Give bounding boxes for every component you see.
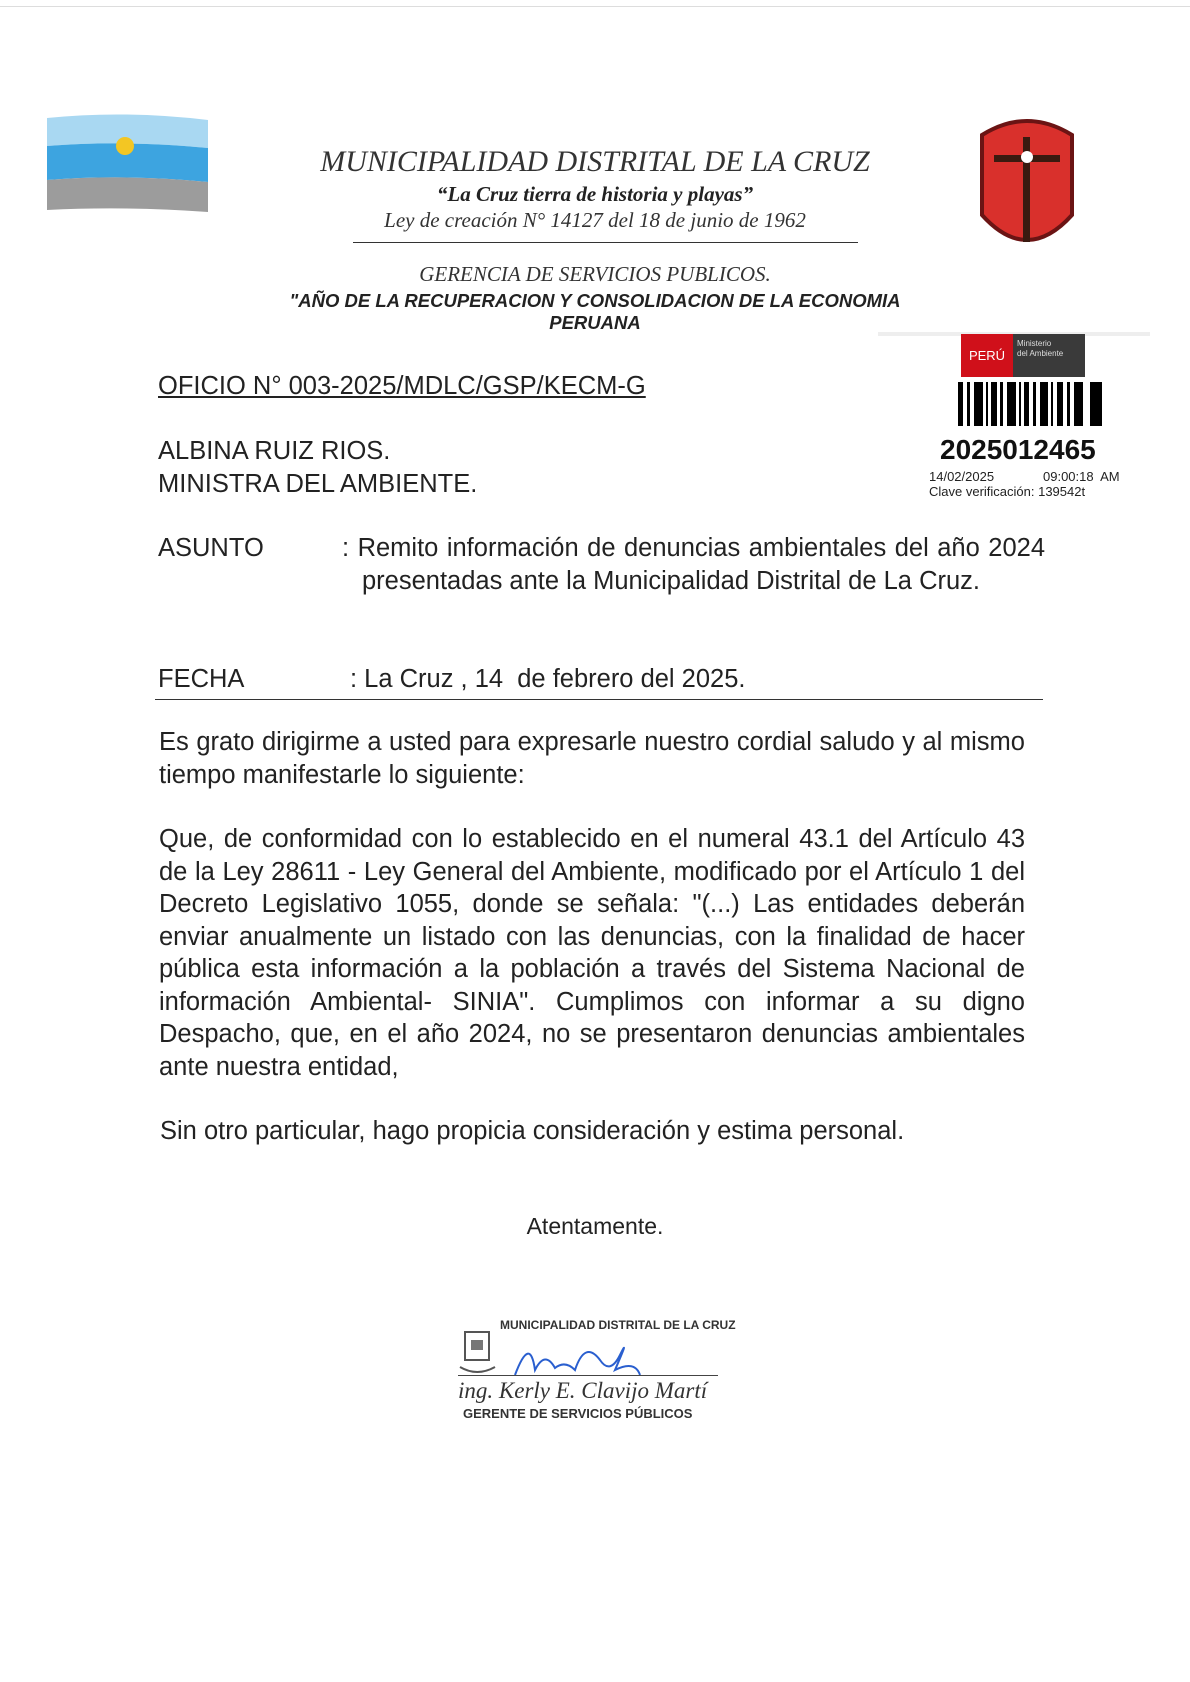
- signature-line: [458, 1375, 718, 1376]
- signer-name: ing. Kerly E. Clavijo Martí: [458, 1378, 708, 1403]
- municipal-flag-icon: [45, 110, 210, 222]
- fecha-label: FECHA: [158, 665, 245, 693]
- paragraph-greeting: Es grato dirigirme a usted para expresarle nuestro cordial saludo y al mismo tiempo manifestarle lo siguiente:: [159, 728, 1025, 789]
- barcode-icon: [958, 382, 1106, 426]
- ministry-logo: [961, 334, 1085, 377]
- asunto-label: ASUNTO: [158, 534, 264, 562]
- paragraph-main: Que, de conformidad con lo establecido en el numeral 43.1 del Artículo 43 de la Ley 28611 - Ley General del Ambiente, modificado por el Artículo 1 del Decreto Legislativo 1055, donde se señala: "(...) Las entidades deberán enviar anualmente un listado con las denuncias, con la finalidad de hacer pública esta información a la población a través del Sistema Nacional de información Ambiental- SINIA". Cumplimos con informar a su digno Despacho, que, en el año 2024, no se presentaron denuncias ambientales ante nuestra entidad,: [159, 825, 1025, 1081]
- recipient-name: ALBINA RUIZ RIOS.: [158, 437, 391, 465]
- municipality-motto: “La Cruz tierra de historia y playas”: [436, 182, 754, 206]
- verification-code: Clave verificación: 139542t: [929, 484, 1086, 499]
- signer-title: GERENTE DE SERVICIOS PÚBLICOS: [463, 1406, 693, 1421]
- header-divider: [353, 242, 858, 243]
- stamp-date: 14/02/2025: [929, 469, 995, 484]
- department-name: GERENCIA DE SERVICIOS PUBLICOS.: [419, 262, 771, 286]
- fecha-divider: [155, 699, 1043, 700]
- year-name: "AÑO DE LA RECUPERACION Y CONSOLIDACION DE LA ECONOMIA PERUANA: [289, 290, 901, 333]
- asunto-text: : Remito información de denuncias ambientales del año 2024 presentadas ante la Municipalidad Distrital de La Cruz.: [342, 534, 1045, 595]
- municipality-title: MUNICIPALIDAD DISTRITAL DE LA CRUZ: [320, 145, 870, 178]
- municipal-seal-icon: [455, 1322, 500, 1377]
- top-border: [0, 6, 1190, 7]
- closing-salutation: Atentamente.: [526, 1213, 664, 1239]
- handwritten-signature-icon: [505, 1330, 645, 1385]
- ministry-label: Ministerio del Ambiente: [1013, 334, 1085, 377]
- seal-text: MUNICIPALIDAD DISTRITAL DE LA CRUZ: [500, 1318, 736, 1332]
- paragraph-closing: Sin otro particular, hago propicia consideración y estima personal.: [160, 1117, 905, 1145]
- fecha-text: : La Cruz , 14 de febrero del 2025.: [350, 665, 746, 693]
- recipient-title: MINISTRA DEL AMBIENTE.: [158, 470, 478, 498]
- stamp-time: 09:00:18 AM: [1043, 469, 1120, 484]
- oficio-number: OFICIO N° 003-2025/MDLC/GSP/KECM-G: [158, 372, 646, 400]
- cross-shield-emblem-icon: [972, 115, 1082, 260]
- peru-label: PERÚ: [961, 334, 1013, 377]
- creation-law: Ley de creación N° 14127 del 18 de junio de 1962: [384, 208, 806, 232]
- registry-number: 2025012465: [940, 434, 1096, 465]
